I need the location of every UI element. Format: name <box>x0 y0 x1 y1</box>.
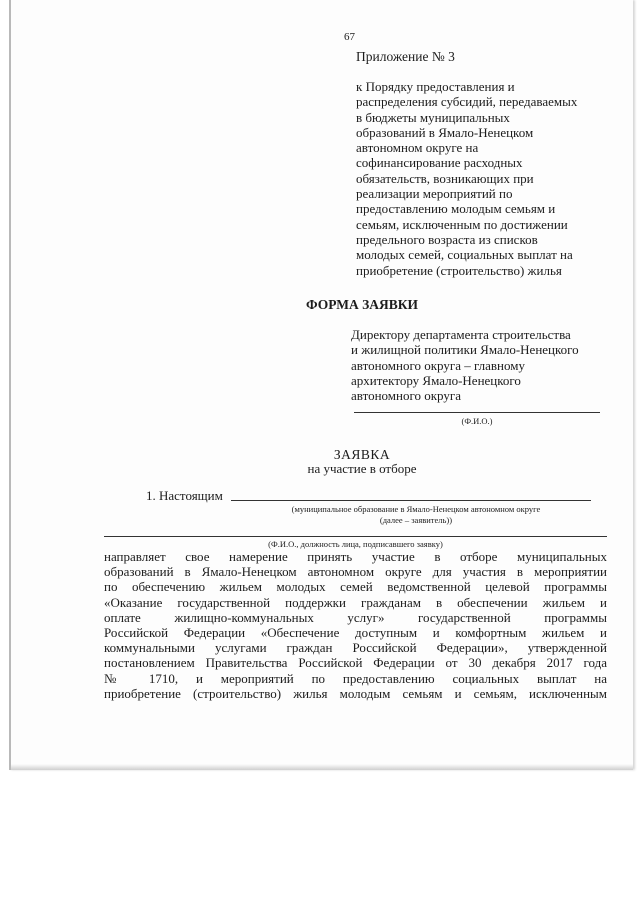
body-line <box>104 625 607 640</box>
application-subtitle: на участие в отборе <box>307 461 417 476</box>
annex-line: семьям, исключенным по достижении <box>356 216 568 232</box>
body-line <box>104 671 607 686</box>
municipality-fill-line <box>231 500 591 501</box>
page-edge-shadow <box>11 764 633 770</box>
addressee-line: архитектору Ямало-Ненецкого <box>351 372 521 388</box>
item-prefix: 1. Настоящим <box>146 488 223 503</box>
fio-hint: (Ф.И.О.) <box>461 416 493 426</box>
addressee-block <box>351 327 621 403</box>
signatory-hint: (Ф.И.О., должность лица, подписавшего заявку) <box>268 539 443 549</box>
body-line <box>104 610 607 625</box>
annex-line: реализации мероприятий по <box>356 186 513 202</box>
annex-line: предоставлению молодым семьям и <box>356 201 556 217</box>
application-title: ЗАЯВКА <box>333 447 391 462</box>
addressee-line: и жилищной политики Ямало-Ненецкого <box>351 342 579 358</box>
body-line <box>104 640 607 655</box>
addressee-line: автономного округа – главному <box>351 357 525 373</box>
body-line <box>104 655 607 670</box>
body-line <box>104 579 607 594</box>
form-title: ФОРМА ЗАЯВКИ <box>305 297 419 312</box>
signatory-fill-line <box>104 536 607 537</box>
body-line-text: оплате жилищно-коммунальных услуг» государственной программы <box>104 609 607 625</box>
body-line-text: приобретение (строительство) жилья молодым семьям и семьям, исключенным <box>104 685 607 701</box>
document-page <box>9 0 633 770</box>
body-line <box>104 686 607 701</box>
annex-text <box>356 79 626 278</box>
municipality-hint-line: (далее – заявитель)) <box>379 515 453 525</box>
body-line-text: коммунальными услугами граждан Российской Федерации», утвержденной <box>104 640 607 656</box>
body-line <box>104 595 607 610</box>
annex-line: предельного возраста из списков <box>356 231 538 247</box>
body-line-text: «Оказание государственной поддержки гражданам в обеспечении жильем и <box>104 594 607 610</box>
body-line <box>104 564 607 579</box>
addressee-line: Директору департамента строительства <box>351 327 571 342</box>
annex-line: автономном округе на <box>356 140 479 156</box>
addressee-line: автономного округа <box>351 388 461 404</box>
page-number: 67 <box>344 31 355 43</box>
body-line-text: по обеспечению жильем молодых семей ведомственной целевой программы <box>104 579 607 595</box>
annex-line: софинансирование расходных <box>356 155 523 171</box>
annex-line: в бюджеты муниципальных <box>356 109 510 125</box>
body-line <box>104 549 607 564</box>
body-line-text: образований в Ямало-Ненецком автономном округе для участия в мероприятии <box>104 564 607 580</box>
body-line-text: № 1710, и мероприятий по предоставлению социальных выплат на <box>104 670 607 686</box>
body-line-text: Российской Федерации «Обеспечение доступным и комфортным жильем и <box>104 624 607 640</box>
annex-line: обязательств, возникающих при <box>356 170 534 186</box>
annex-line: распределения субсидий, передаваемых <box>356 94 578 110</box>
body-line-text: направляет свое намерение принять участие в отборе муниципальных <box>104 549 607 564</box>
municipality-hint-line: (муниципальное образование в Ямало-Ненецком автономном округе <box>291 504 541 514</box>
fio-fill-line <box>354 412 600 413</box>
annex-line: молодых семей, социальных выплат на <box>356 247 573 263</box>
annex-line: образований в Ямало-Ненецком <box>356 124 534 140</box>
annex-line: к Порядку предоставления и <box>356 79 515 94</box>
annex-title: Приложение № 3 <box>356 49 455 64</box>
municipality-hint <box>241 504 591 526</box>
application-body <box>104 549 607 701</box>
annex-line: приобретение (строительство) жилья <box>356 262 562 278</box>
body-line-text: постановлением Правительства Российской Федерации от 30 декабря 2017 года <box>104 655 607 671</box>
